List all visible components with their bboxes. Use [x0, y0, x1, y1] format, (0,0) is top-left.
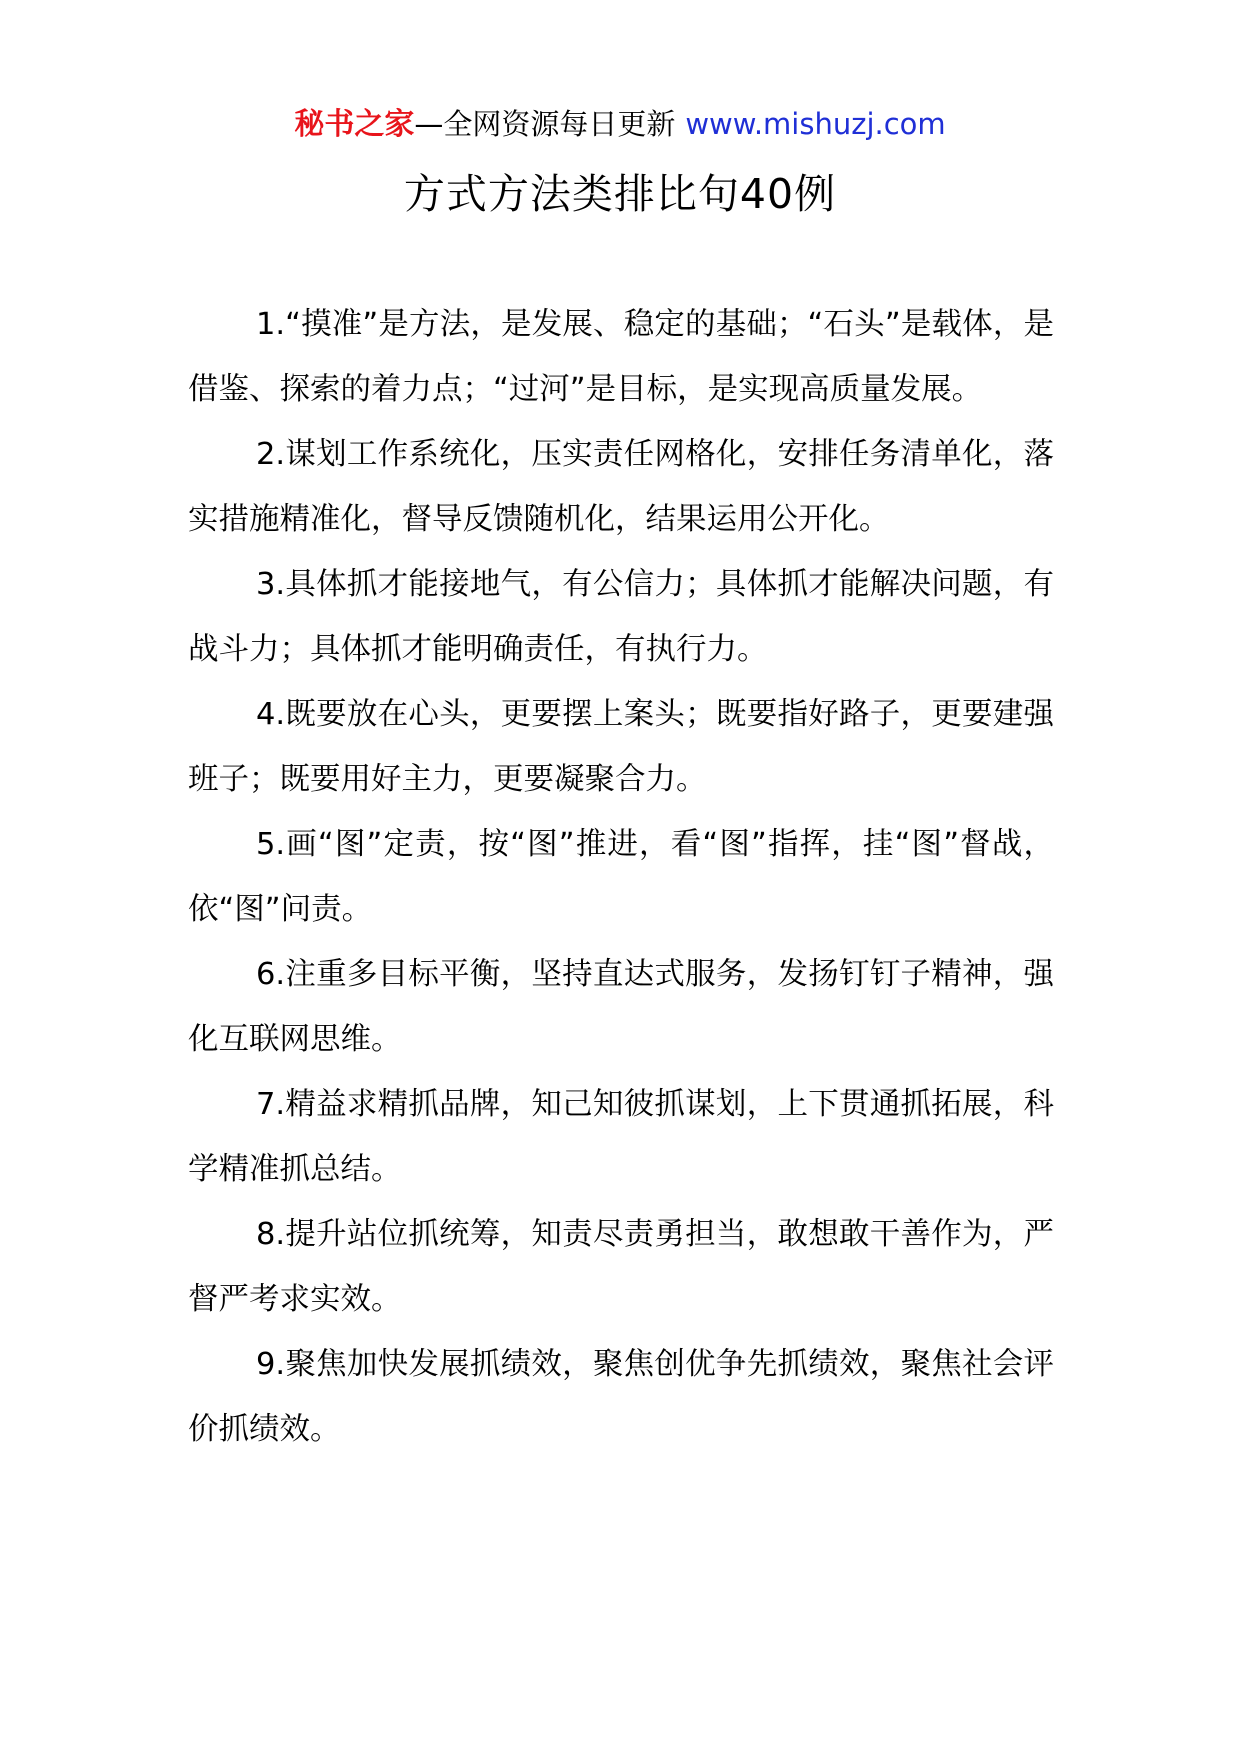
paragraph-7: 7.精益求精抓品牌，知己知彼抓谋划，上下贯通抓拓展，科学精准抓总结。 [188, 1087, 1054, 1187]
paragraph-1: 1.“摸准”是方法，是发展、稳定的基础；“石头”是载体，是借鉴、探索的着力点；“过河”是目标，是实现高质量发展。 [188, 307, 1054, 407]
site-header [0, 104, 1240, 145]
site-url-link[interactable]: www.mishuzj.com [685, 107, 946, 141]
paragraph-4: 4.既要放在心头，更要摆上案头；既要指好路子，更要建强班子；既要用好主力，更要凝聚合力。 [188, 697, 1054, 797]
paragraph-3: 3.具体抓才能接地气，有公信力；具体抓才能解决问题，有战斗力；具体抓才能明确责任，有执行力。 [188, 567, 1054, 667]
site-brand: 秘书之家 [294, 107, 415, 142]
paragraph-8: 8.提升站位抓统筹，知责尽责勇担当，敢想敢干善作为，严督严考求实效。 [188, 1217, 1054, 1317]
document-body [188, 292, 1054, 1462]
site-tagline: —全网资源每日更新 [414, 107, 676, 141]
paragraph-5: 5.画“图”定责，按“图”推进，看“图”指挥，挂“图”督战，依“图”问责。 [188, 827, 1054, 927]
document-title: 方式方法类排比句40例 [403, 170, 837, 218]
paragraph-6: 6.注重多目标平衡，坚持直达式服务，发扬钉钉子精神，强化互联网思维。 [188, 957, 1054, 1057]
paragraph-2: 2.谋划工作系统化，压实责任网格化，安排任务清单化，落实措施精准化，督导反馈随机化，结果运用公开化。 [188, 437, 1054, 537]
paragraph-9: 9.聚焦加快发展抓绩效，聚焦创优争先抓绩效，聚焦社会评价抓绩效。 [188, 1347, 1054, 1447]
